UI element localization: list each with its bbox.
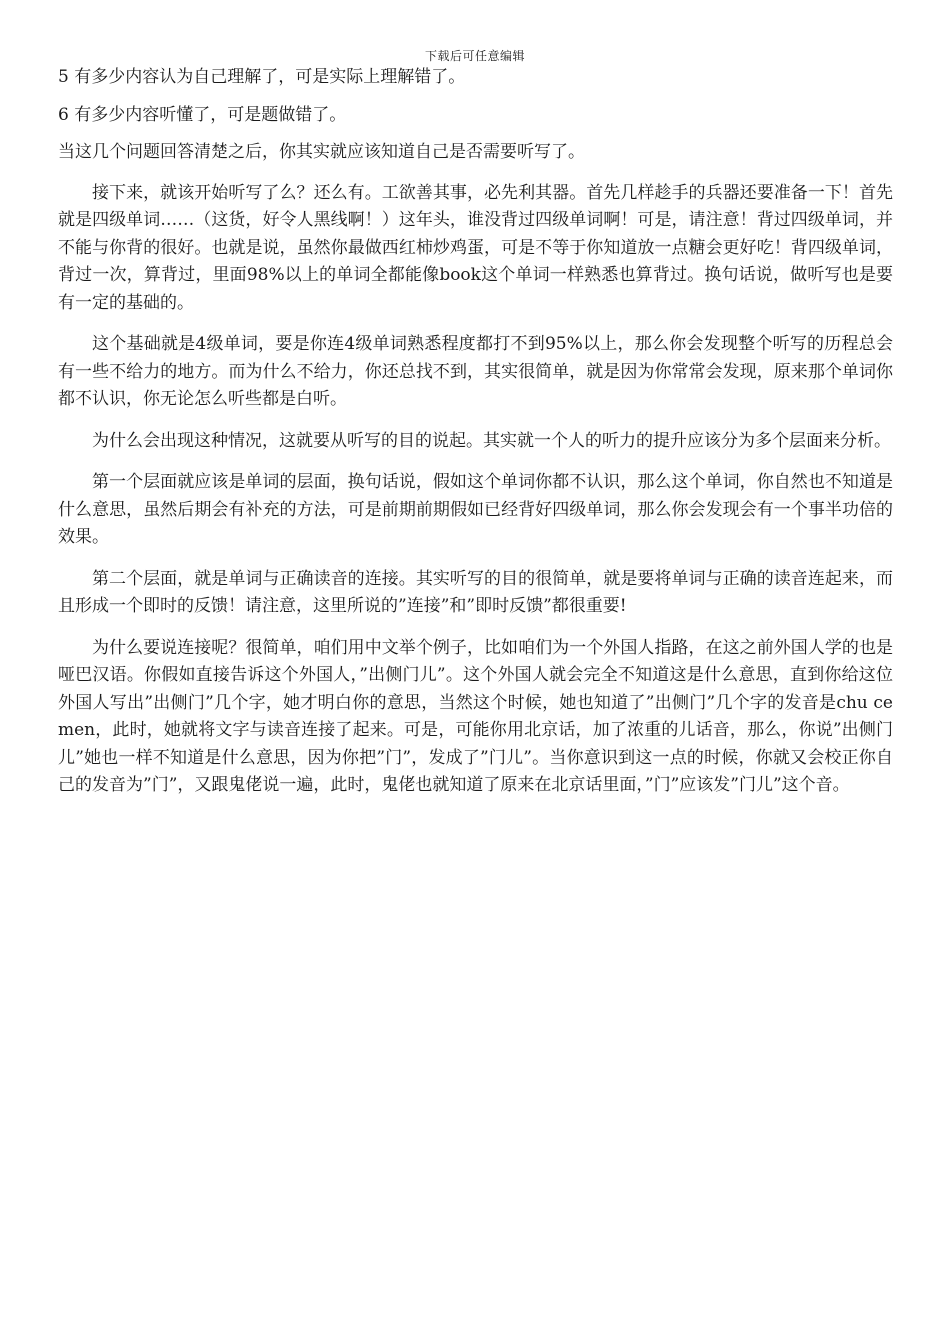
document-body: [58, 64, 893, 814]
paragraph-vocabulary-basis: 这个基础就是4级单词，要是你连4级单词熟悉程度都打不到95%以上，那么你会发现整个听写的历程总会有一些不给力的地方。而为什么不给力，你还总找不到，其实很简单，就是因为你常常会发现，原来那个单词你都不认识，你无论怎么听些都是白听。: [58, 334, 893, 409]
list-item-5: 5 有多少内容认为自己理解了，可是实际上理解错了。: [58, 67, 466, 87]
paragraph-connection-example: 为什么要说连接呢？很简单，咱们用中文举个例子，比如咱们为一个外国人指路，在这之前外国人学的也是哑巴汉语。你假如直接告诉这个外国人，”出侧门儿”。这个外国人就会完全不知道这是什么意思，直到你给这位外国人写出”出侧门”几个字，她才明白你的意思，当然这个时候，她也知道了”出侧门”几个字的发音是chu ce men，此时，她就将文字与读音连接了起来。可是，可能你用北京话，加了浓重的儿话音，那么，你说”出侧门儿”她也一样不知道是什么意思，因为你把”门”，发成了”门儿”。当你意识到这一点的时候，你就又会校正你自己的发音为”门”，又跟鬼佬说一遍，此时，鬼佬也就知道了原来在北京话里面，”门”应该发”门儿”这个音。: [58, 637, 893, 795]
paragraph-second-level: 第二个层面，就是单词与正确读音的连接。其实听写的目的很简单，就是要将单词与正确的读音连起来，而且形成一个即时的反馈！请注意，这里所说的”连接”和”即时反馈”都很重要!: [58, 568, 893, 616]
header-note: 下载后可任意编辑: [424, 49, 525, 63]
paragraph-prepare-tools: 接下来，就该开始听写了么？还么有。工欲善其事，必先利其器。首先几样趁手的兵器还要准备一下！首先就是四级单词……（这货，好令人黑线啊！）这年头，谁没背过四级单词啊！可是，请注意！背过四级单词，并不能与你背的很好。也就是说，虽然你最做西红柿炒鸡蛋，可是不等于你知道放一点糖会更好吃！背四级单词，背过一次，算背过，里面98%以上的单词全都能像book这个单词一样熟悉也算背过。换句话说，做听写也是要有一定的基础的。: [58, 182, 893, 313]
paragraph-listening-levels: 为什么会出现这种情况，这就要从听写的目的说起。其实就一个人的听力的提升应该分为多个层面来分析。: [92, 430, 891, 451]
summary-line: 当这几个问题回答清楚之后，你其实就应该知道自己是否需要听写了。: [58, 142, 585, 162]
list-item-6: 6 有多少内容听懂了，可是题做错了。: [58, 104, 347, 125]
paragraph-first-level: 第一个层面就应该是单词的层面，换句话说，假如这个单词你都不认识，那么这个单词，你自然也不知道是什么意思，虽然后期会有补充的方法，可是前期前期假如已经背好四级单词，那么你会发现会有一个事半功倍的效果。: [58, 472, 893, 547]
